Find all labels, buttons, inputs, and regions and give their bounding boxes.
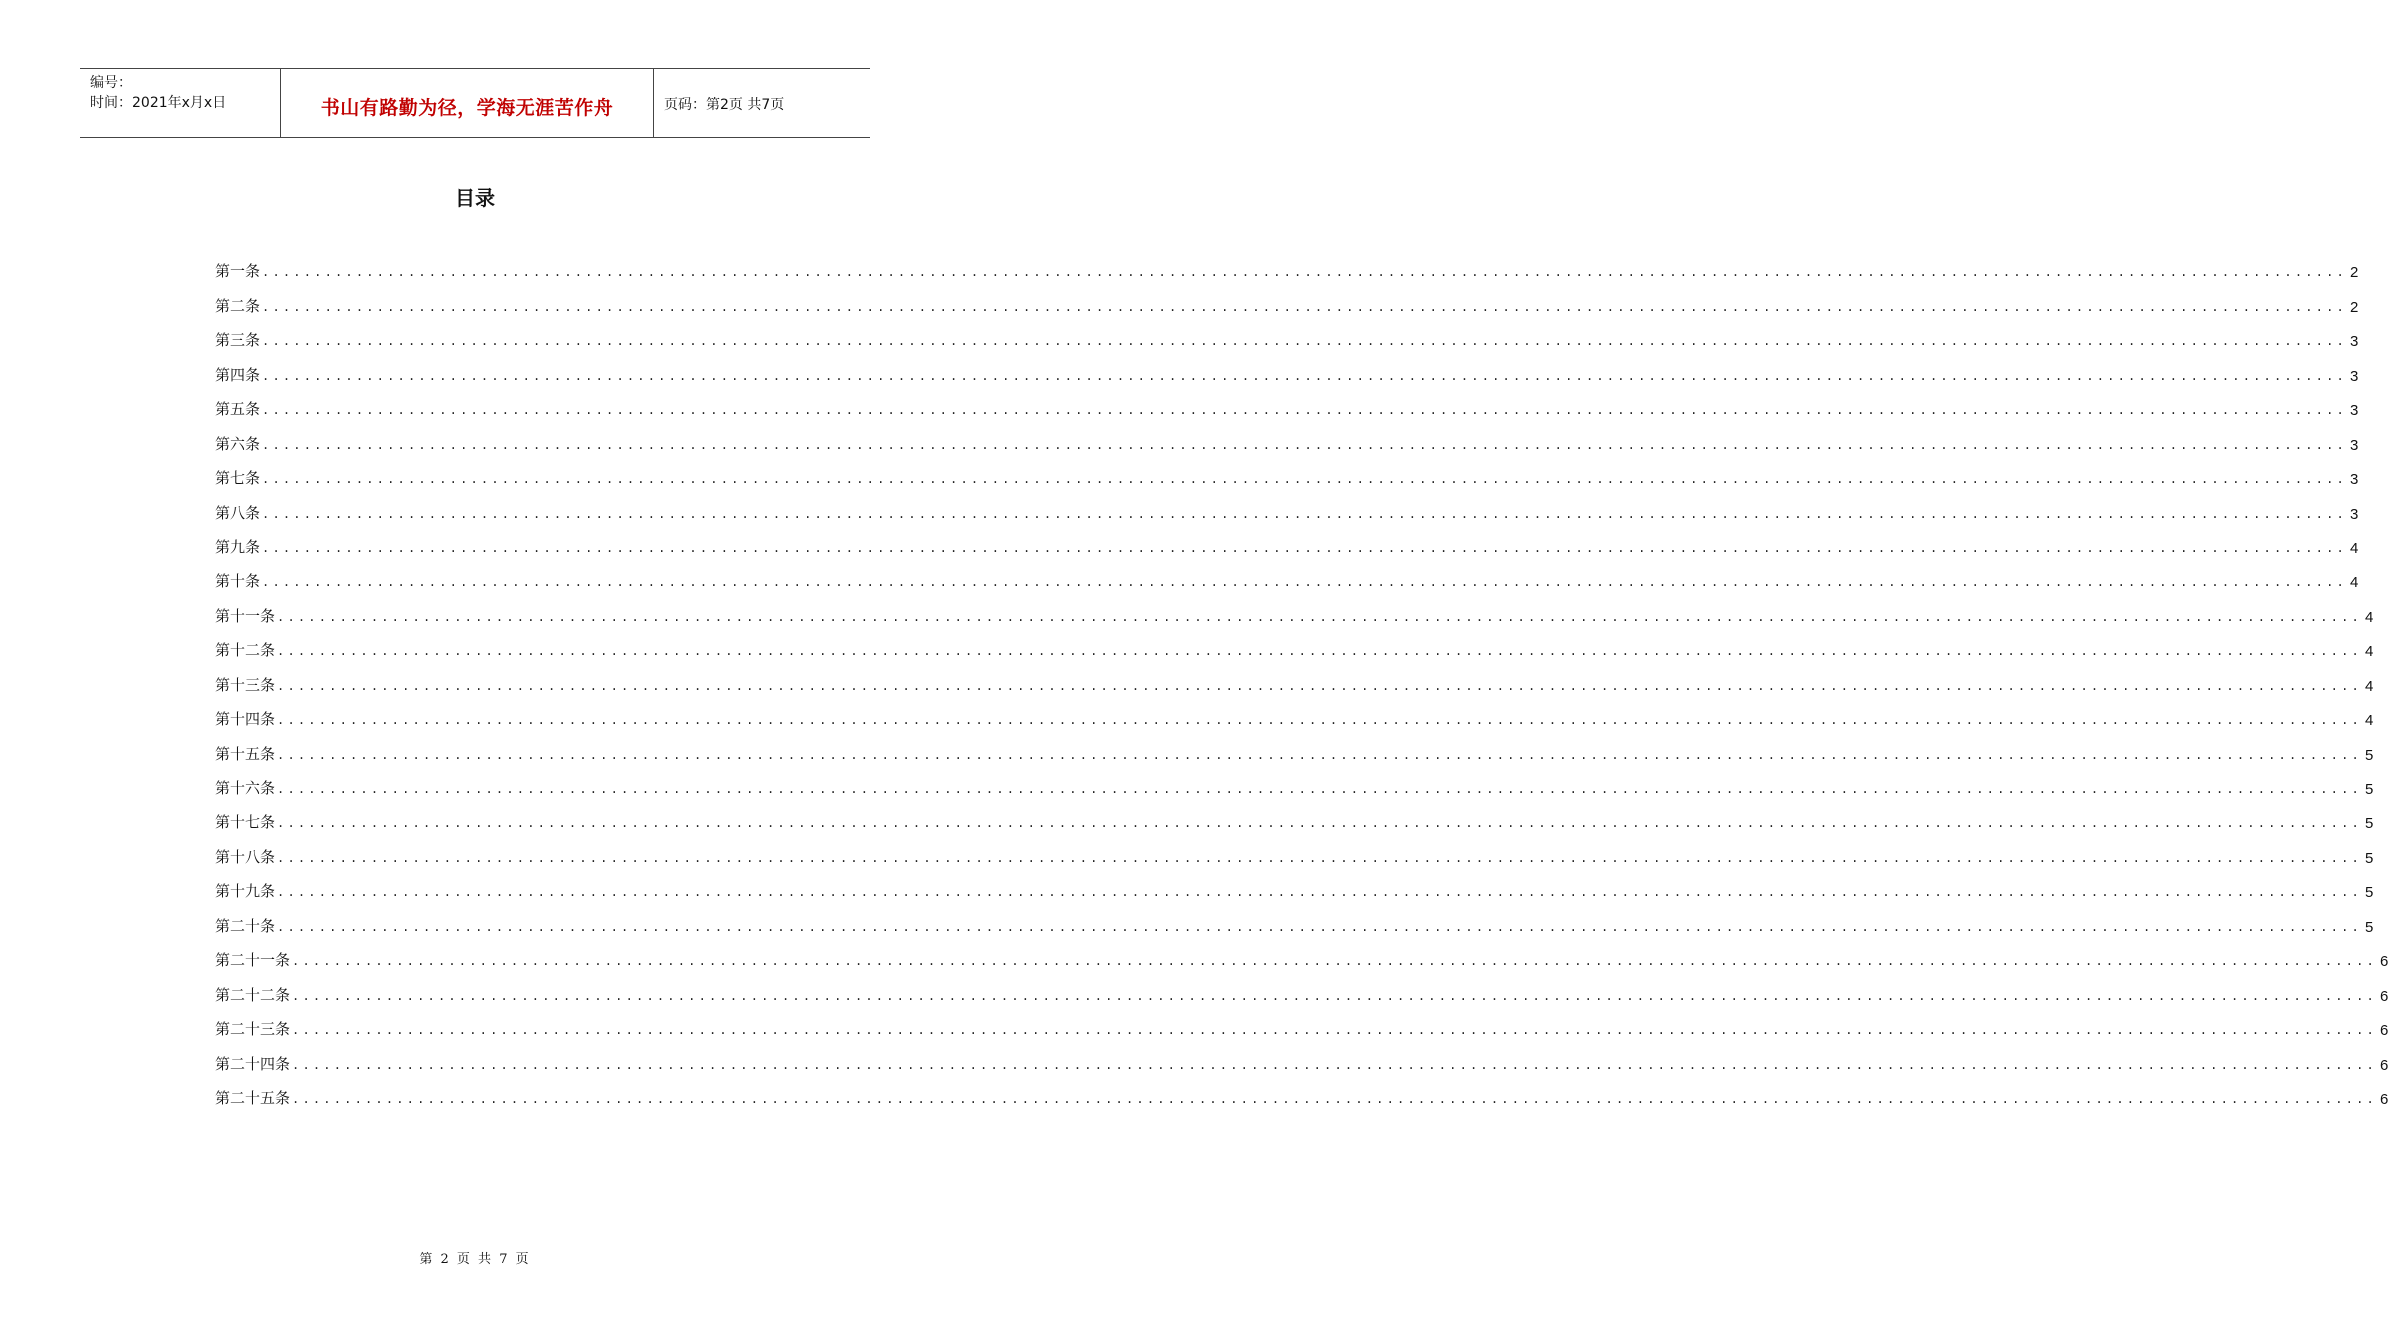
- toc-entry-page: 5: [2364, 815, 2374, 833]
- page-title: 目录: [455, 186, 495, 210]
- toc-entry[interactable]: [215, 1039, 2388, 1074]
- toc-entry-page: 6: [2379, 987, 2388, 1005]
- toc-entry[interactable]: [215, 1005, 2388, 1040]
- toc-dot-leader: ........................................................................................................................................................................................................: [292, 1091, 2377, 1106]
- toc-dot-leader: ........................................................................................................................................................................................................: [292, 1057, 2377, 1072]
- toc-dot-leader: ........................................................................................................................................................................................................: [277, 609, 2362, 624]
- toc-entry-label: 第八条: [215, 503, 261, 522]
- toc-entry-label: 第五条: [215, 400, 261, 419]
- page-header: [80, 68, 870, 138]
- toc-dot-leader: ........................................................................................................................................................................................................: [262, 299, 2347, 314]
- toc-entry-label: 第九条: [215, 537, 261, 556]
- toc-entry[interactable]: [215, 591, 2374, 626]
- toc-entry-label: 第一条: [215, 262, 261, 281]
- toc-dot-leader: ........................................................................................................................................................................................................: [262, 403, 2347, 418]
- toc-dot-leader: ........................................................................................................................................................................................................: [262, 437, 2347, 452]
- toc-entry-label: 第二十条: [215, 916, 276, 935]
- toc-entry-page: 2: [2349, 264, 2359, 282]
- toc-entry[interactable]: [215, 316, 2359, 351]
- toc-dot-leader: ........................................................................................................................................................................................................: [292, 1023, 2377, 1038]
- table-of-contents: [215, 247, 2388, 1108]
- toc-entry-page: 2: [2349, 298, 2359, 316]
- toc-entry-label: 第十四条: [215, 710, 276, 729]
- toc-entry-page: 3: [2349, 402, 2359, 420]
- toc-dot-leader: ........................................................................................................................................................................................................: [262, 334, 2347, 349]
- toc-entry[interactable]: [215, 626, 2374, 661]
- toc-entry-page: 3: [2349, 436, 2359, 454]
- toc-entry-page: 4: [2349, 539, 2359, 557]
- toc-entry-label: 第十条: [215, 572, 261, 591]
- toc-dot-leader: ........................................................................................................................................................................................................: [262, 506, 2347, 521]
- header-slogan: 书山有路勤为径，学海无涯苦作舟: [281, 69, 654, 137]
- toc-dot-leader: ........................................................................................................................................................................................................: [277, 747, 2362, 762]
- toc-entry[interactable]: [215, 764, 2374, 798]
- toc-entry-label: 第十二条: [215, 641, 276, 660]
- toc-entry-page: 4: [2364, 712, 2374, 730]
- toc-entry-label: 第二十五条: [215, 1088, 291, 1107]
- toc-dot-leader: ........................................................................................................................................................................................................: [277, 850, 2362, 865]
- toc-dot-leader: ........................................................................................................................................................................................................: [277, 678, 2362, 693]
- toc-entry-page: 6: [2379, 953, 2388, 971]
- toc-entry-page: 4: [2364, 608, 2374, 626]
- toc-dot-leader: ........................................................................................................................................................................................................: [277, 782, 2362, 796]
- toc-entry-label: 第二条: [215, 296, 261, 315]
- header-page-info: 页码：第2页 共7页: [664, 97, 785, 113]
- toc-dot-leader: ........................................................................................................................................................................................................: [277, 816, 2362, 831]
- toc-entry[interactable]: [215, 832, 2374, 867]
- toc-entry[interactable]: [215, 970, 2388, 1005]
- toc-entry[interactable]: [215, 798, 2374, 833]
- toc-dot-leader: ........................................................................................................................................................................................................: [262, 575, 2347, 590]
- toc-entry-page: 3: [2349, 367, 2359, 385]
- toc-entry-label: 第十九条: [215, 882, 276, 901]
- toc-entry-page: 5: [2364, 849, 2374, 867]
- toc-entry-page: 5: [2364, 918, 2374, 936]
- toc-dot-leader: ........................................................................................................................................................................................................: [262, 368, 2347, 383]
- toc-entry[interactable]: [215, 660, 2374, 695]
- toc-entry-label: 第十三条: [215, 675, 276, 694]
- toc-entry[interactable]: [215, 867, 2374, 902]
- toc-entry[interactable]: [215, 1074, 2388, 1108]
- toc-entry[interactable]: [215, 488, 2359, 523]
- toc-dot-leader: ........................................................................................................................................................................................................: [292, 988, 2377, 1003]
- toc-entry-page: 6: [2379, 1090, 2388, 1108]
- page-footer: 第 2 页 共 7 页: [419, 1252, 531, 1267]
- toc-entry[interactable]: [215, 281, 2359, 316]
- toc-entry-page: 6: [2379, 1056, 2388, 1074]
- toc-entry-page: 3: [2349, 333, 2359, 351]
- toc-dot-leader: ........................................................................................................................................................................................................: [277, 885, 2362, 900]
- toc-entry[interactable]: [215, 247, 2359, 282]
- toc-entry-page: 5: [2364, 746, 2374, 764]
- toc-entry-page: 4: [2364, 643, 2374, 661]
- toc-entry-label: 第十七条: [215, 813, 276, 832]
- toc-entry-label: 第二十四条: [215, 1054, 291, 1073]
- toc-entry[interactable]: [215, 419, 2359, 454]
- toc-entry[interactable]: [215, 557, 2359, 592]
- toc-entry-label: 第二十一条: [215, 951, 291, 970]
- toc-entry-page: 5: [2364, 884, 2374, 902]
- toc-entry-label: 第四条: [215, 365, 261, 384]
- toc-dot-leader: ........................................................................................................................................................................................................: [277, 713, 2362, 728]
- toc-entry-page: 3: [2349, 471, 2359, 489]
- toc-entry-label: 第六条: [215, 434, 261, 453]
- toc-dot-leader: ........................................................................................................................................................................................................: [262, 472, 2347, 487]
- toc-entry-label: 第三条: [215, 331, 261, 350]
- toc-dot-leader: ........................................................................................................................................................................................................: [292, 954, 2377, 969]
- toc-entry[interactable]: [215, 385, 2359, 420]
- toc-entry-label: 第十五条: [215, 744, 276, 763]
- toc-entry[interactable]: [215, 729, 2374, 764]
- toc-entry-label: 第二十三条: [215, 1020, 291, 1039]
- toc-entry[interactable]: [215, 695, 2374, 730]
- toc-entry-page: 5: [2364, 781, 2374, 798]
- toc-dot-leader: ........................................................................................................................................................................................................: [262, 265, 2347, 280]
- toc-dot-leader: ........................................................................................................................................................................................................: [277, 919, 2362, 934]
- toc-entry[interactable]: [215, 454, 2359, 489]
- header-number-label: 编号：: [90, 75, 132, 91]
- toc-entry[interactable]: [215, 523, 2359, 557]
- toc-entry-label: 第十八条: [215, 847, 276, 866]
- toc-entry-label: 第七条: [215, 469, 261, 488]
- toc-entry[interactable]: [215, 350, 2359, 385]
- toc-entry-label: 第十六条: [215, 779, 276, 797]
- toc-entry-page: 3: [2349, 505, 2359, 523]
- toc-entry-page: 4: [2364, 677, 2374, 695]
- header-date-label: 时间：2021年x月x日: [90, 95, 227, 111]
- toc-dot-leader: ........................................................................................................................................................................................................: [277, 644, 2362, 659]
- toc-entry[interactable]: [215, 936, 2388, 971]
- toc-entry-label: 第十一条: [215, 606, 276, 625]
- toc-entry-page: 6: [2379, 1022, 2388, 1040]
- toc-entry-label: 第二十二条: [215, 985, 291, 1004]
- toc-entry[interactable]: [215, 901, 2374, 936]
- toc-dot-leader: ........................................................................................................................................................................................................: [262, 540, 2347, 555]
- toc-entry-page: 4: [2349, 574, 2359, 592]
- header-meta: [80, 69, 281, 137]
